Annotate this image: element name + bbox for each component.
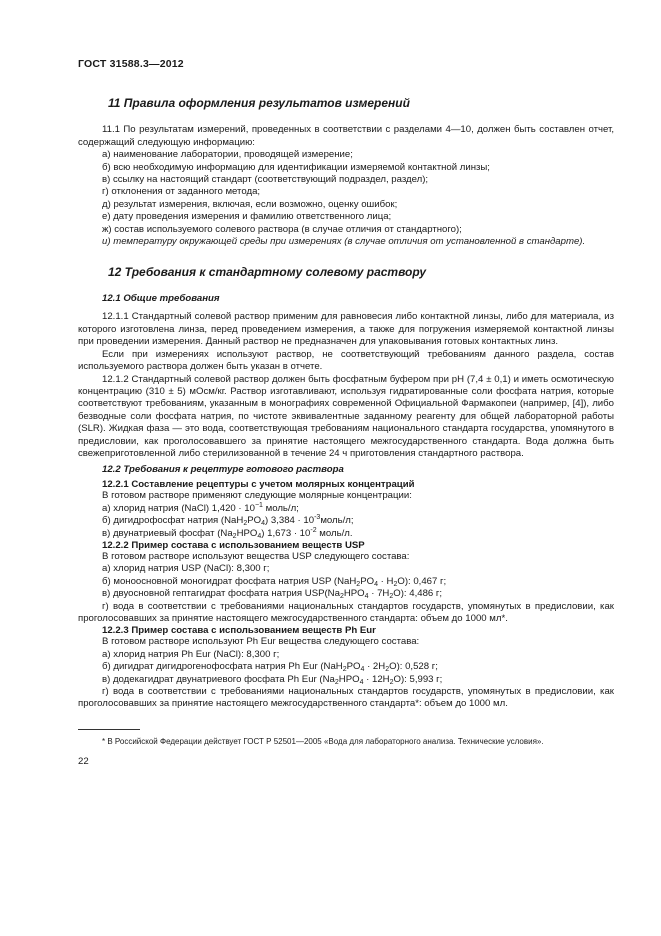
report-item: е) дату проведения измерения и фамилию ответственного лица; (102, 211, 392, 223)
report-item: а) наименование лаборатории, проводящей измерение; (102, 149, 353, 161)
pheur-item-dodecahydrate: в) додекагидрат двунатриевого фосфата Ph Eur $(Na_2HPO_4 \cdot 12H_2O)$: 5,993 г; (102, 673, 443, 686)
paragraph-12-1-1: 12.1.1 Стандартный солевой раствор применим для равновесия либо контактной линзы, либо для материала, из которого изготовлена линза, перед проведением измерения, а также для погружения измеряемой контактной линзы при проведении измерения. Данный раствор не предназначен для упаковывания готовых контактных линз. (78, 311, 614, 348)
report-item: б) всю необходимую информацию для идентификации измеряемой контактной линзы; (102, 161, 490, 173)
usp-item-water: г) вода в соответствии с требованиями национальных стандартов государств, упомянутых в предисловии, как проголосовавших за принятие настоящего межгосударственного стандарта: объем до 1000 мл*. (78, 600, 614, 624)
molar-item-nacl: а) хлорид натрия (NaCl) $1,420 \cdot 10^{-1}$ моль/л; (102, 501, 299, 514)
footnote: * В Российской Федерации действует ГОСТ Р 52501—2005 «Вода для лабораторного анализа. Технические условия». (102, 736, 544, 746)
molar-item-nah2po4: б) дигидрофосфат натрия $(NaH_2PO_4) 3,384$ · $10^{-3}моль/л$; (102, 514, 354, 528)
subsection-12-2-title: 12.2 Требования к рецептуре готового раствора (102, 464, 344, 476)
report-item: д) результат измерения, включая, если возможно, оценку ошибок; (102, 198, 398, 210)
paragraph-12-1-2: 12.1.2 Стандартный солевой раствор должен быть фосфатным буфером при pH (7,4 ± 0,1) и иметь осмотическую концентрацию (310 ± 5) мОсм/кг. Раствор изготавливают, используя гидратированные соли фосфата натрия, которые соответствуют требованиям, указанным в монографиях современной Официальной Фармакопеи (например, [4]), либо безводные соли фосфата натрия, по чистоте эквивалентные заданному реагенту для общей лабораторной работы (SLR). Жидкая фаза — это вода, соответствующая требованиям национального стандарта государства, упомянутого в предисловии, как проголосовавшего за принятие настоящего межгосударственного стандарта. Вода должна быть свежеприготовленной либо стерилизованной в течение 24 ч приготовления стандартного раствора. (78, 373, 614, 459)
subsection-12-2-3-title: 12.2.3 Пример состава с использованием веществ Ph Eur (102, 625, 376, 637)
report-item: ж) состав используемого солевого раствора (в случае отличия от стандартного); (102, 223, 462, 235)
report-item: в) ссылку на настоящий стандарт (соответствующий подраздел, раздел); (102, 174, 429, 186)
section-11-intro: 11.1 По результатам измерений, проведенных в соответствии с разделами 4—10, должен быть составлен отчет, содержащий следующую информацию: (78, 124, 614, 148)
document-page (78, 58, 614, 768)
page-number: 22 (78, 755, 89, 767)
report-item: г) отклонения от заданного метода; (102, 186, 261, 198)
paragraph-12-1-1-note: Если при измерениях используют раствор, не соответствующий требованиям данного раздела, состав используемого раствора должен быть указан в отчете. (78, 348, 614, 373)
report-item-temperature: и) температуру окружающей среды при измерениях (в случае отличия от установленной в стандарте). (102, 236, 586, 248)
pheur-intro: В готовом растворе используют Ph Eur вещества следующего состава: (102, 636, 420, 648)
pheur-item-nacl: а) хлорид натрия Ph Eur (NaCl): 8,300 г; (102, 648, 280, 660)
section-12-title: 12 Требования к стандартному солевому раствору (108, 265, 427, 280)
molar-intro: В готовом растворе применяют следующие молярные концентрации: (102, 490, 412, 502)
usp-item-monobasic: б) моноосновной моногидрат фосфата натрия USP $(NaH_2PO_4 \cdot H_2O)$: 0,467 г; (102, 575, 447, 588)
subsection-12-1-title: 12.1 Общие требования (102, 293, 220, 305)
usp-item-nacl: а) хлорид натрия USP (NaCl): 8,300 г; (102, 563, 270, 575)
section-11-title: 11 Правила оформления результатов измерений (108, 96, 410, 111)
usp-item-dibasic: в) двуосновной гептагидрат фосфата натрия $USP(Na_2HPO_4 \cdot 7H_2O)$: 4,486 г; (102, 588, 443, 601)
molar-item-na2hpo4: в) двунатриевый фосфат $(Na_2HPO_4) 1,673 \cdot 10^{-2}$ моль/л. (102, 526, 353, 540)
subsection-12-2-2-title: 12.2.2 Пример состава с использованием веществ USP (102, 539, 365, 551)
pheur-item-water: г) вода в соответствии с требованиями национальных стандартов государств, упомянутых в предисловии, как проголосовавших за принятие настоящего межгосударственного стандарта*: объем до 1000 мл. (78, 686, 614, 710)
standard-header: ГОСТ 31588.3—2012 (78, 58, 184, 70)
pheur-item-dihydrate: б) дигидрат дигидрогенофосфата натрия Ph Eur $(NaH_2PO_4 \cdot 2H_2O)$: 0,528 г; (102, 661, 438, 674)
usp-intro: В готовом растворе используют вещества USP следующего состава: (102, 550, 410, 562)
subsection-12-2-1-title: 12.2.1 Составление рецептуры с учетом молярных концентраций (102, 479, 415, 491)
